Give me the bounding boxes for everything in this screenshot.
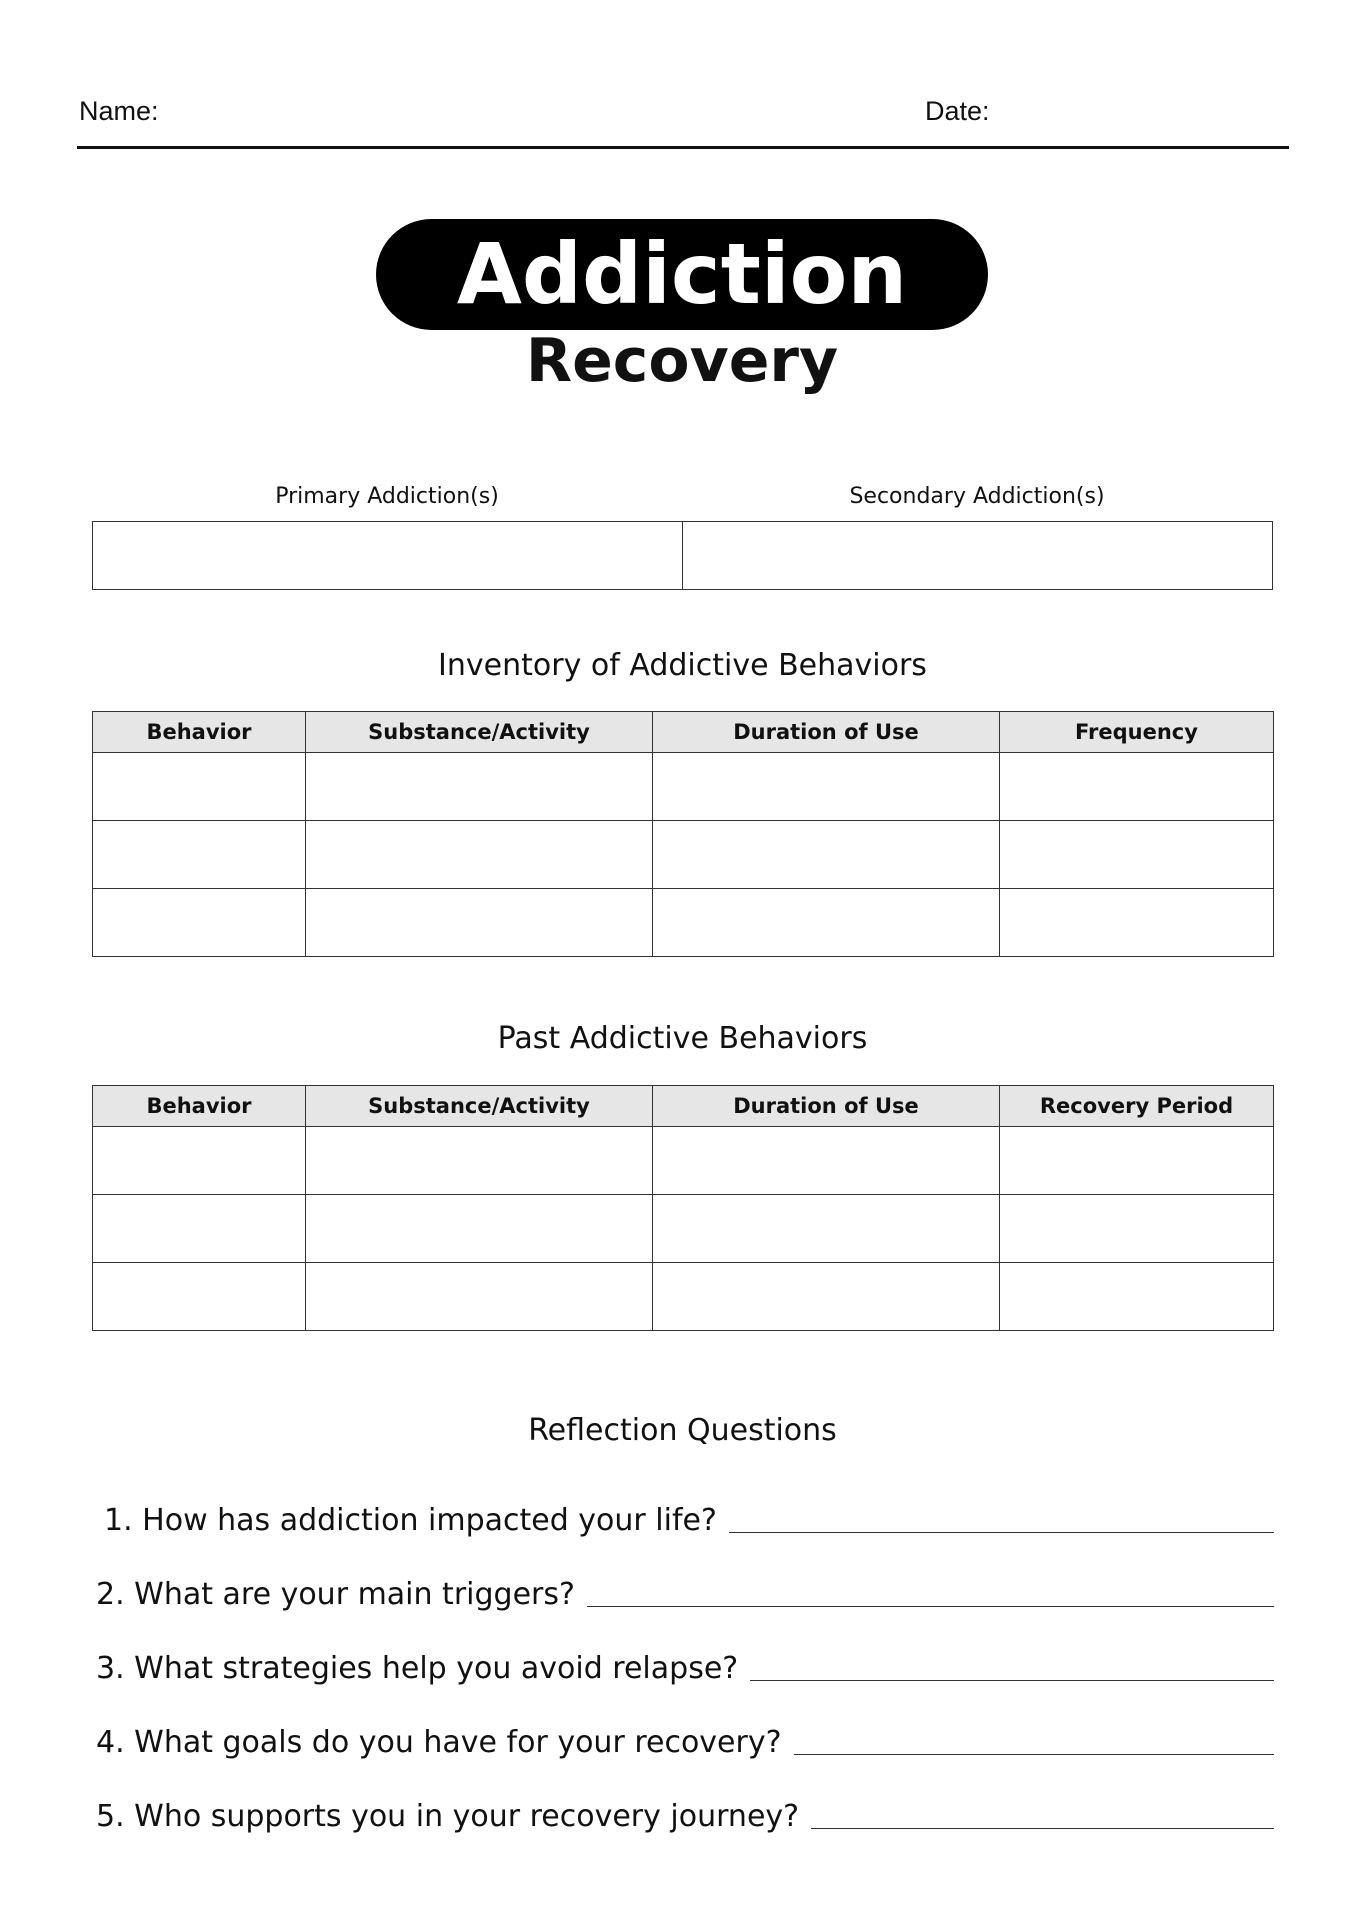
table-cell[interactable]	[653, 753, 1000, 821]
header-divider	[77, 146, 1289, 149]
page-subtitle: Recovery	[525, 326, 839, 396]
table-cell[interactable]	[93, 1263, 306, 1331]
table-header-row	[93, 1086, 1274, 1127]
table-cell[interactable]	[653, 889, 1000, 957]
question-text: 2. What are your main triggers?	[96, 1577, 575, 1612]
inventory-section-title: Inventory of Addictive Behaviors	[438, 648, 927, 683]
column-header-substance-activity: Substance/Activity	[306, 712, 653, 753]
question-text: 3. What strategies help you avoid relapse?	[96, 1651, 739, 1686]
past-behaviors-table	[92, 1085, 1274, 1331]
table-row	[93, 1263, 1274, 1331]
column-header-recovery-period: Recovery Period	[1000, 1086, 1274, 1127]
addiction-labels	[92, 484, 1272, 514]
reflection-question-5	[96, 1792, 1274, 1832]
column-header-behavior: Behavior	[93, 1086, 306, 1127]
answer-line[interactable]	[811, 1828, 1274, 1829]
table-cell[interactable]	[1000, 1195, 1274, 1263]
table-cell[interactable]	[93, 1195, 306, 1263]
table-cell[interactable]	[306, 889, 653, 957]
header-row	[78, 96, 1288, 136]
table-cell[interactable]	[306, 1263, 653, 1331]
table-cell[interactable]	[93, 889, 306, 957]
table-cell[interactable]	[653, 1263, 1000, 1331]
name-label: Name:	[79, 96, 159, 126]
reflection-question-4	[96, 1718, 1274, 1758]
table-cell[interactable]	[1000, 889, 1274, 957]
table-cell[interactable]	[93, 753, 306, 821]
table-row	[93, 1195, 1274, 1263]
primary-addiction-field[interactable]	[93, 522, 682, 589]
past-section-title: Past Addictive Behaviors	[497, 1021, 868, 1056]
column-header-frequency: Frequency	[1000, 712, 1274, 753]
question-text: 5. Who supports you in your recovery journey?	[96, 1799, 800, 1834]
answer-line[interactable]	[729, 1532, 1274, 1533]
table-header-row	[93, 712, 1274, 753]
table-cell[interactable]	[1000, 753, 1274, 821]
question-text: 4. What goals do you have for your recovery?	[96, 1725, 782, 1760]
table-cell[interactable]	[653, 1195, 1000, 1263]
reflection-section-title: Reflection Questions	[528, 1413, 837, 1448]
table-cell[interactable]	[306, 821, 653, 889]
inventory-table	[92, 711, 1274, 957]
secondary-addiction-field[interactable]	[682, 522, 1272, 589]
table-cell[interactable]	[306, 1195, 653, 1263]
table-row	[93, 753, 1274, 821]
column-header-behavior: Behavior	[93, 712, 306, 753]
answer-line[interactable]	[750, 1680, 1274, 1681]
column-header-substance-activity: Substance/Activity	[306, 1086, 653, 1127]
table-cell[interactable]	[653, 821, 1000, 889]
reflection-question-2	[96, 1570, 1274, 1610]
question-text: 1. How has addiction impacted your life?	[104, 1503, 717, 1538]
table-cell[interactable]	[1000, 821, 1274, 889]
table-cell[interactable]	[306, 1127, 653, 1195]
table-cell[interactable]	[1000, 1127, 1274, 1195]
table-cell[interactable]	[93, 821, 306, 889]
answer-line[interactable]	[587, 1606, 1274, 1607]
title-banner	[376, 219, 988, 330]
answer-line[interactable]	[794, 1754, 1274, 1755]
table-cell[interactable]	[306, 753, 653, 821]
table-cell[interactable]	[1000, 1263, 1274, 1331]
addiction-fields	[92, 521, 1273, 590]
date-label: Date:	[925, 96, 990, 126]
page-title: Addiction	[456, 224, 908, 323]
table-row	[93, 1127, 1274, 1195]
table-cell[interactable]	[653, 1127, 1000, 1195]
column-header-duration-of-use: Duration of Use	[653, 712, 1000, 753]
reflection-question-1	[104, 1496, 1274, 1536]
table-cell[interactable]	[93, 1127, 306, 1195]
reflection-question-3	[96, 1644, 1274, 1684]
column-header-duration-of-use: Duration of Use	[653, 1086, 1000, 1127]
primary-addiction-label: Primary Addiction(s)	[275, 484, 499, 509]
table-row	[93, 889, 1274, 957]
table-row	[93, 821, 1274, 889]
secondary-addiction-label: Secondary Addiction(s)	[849, 484, 1105, 509]
